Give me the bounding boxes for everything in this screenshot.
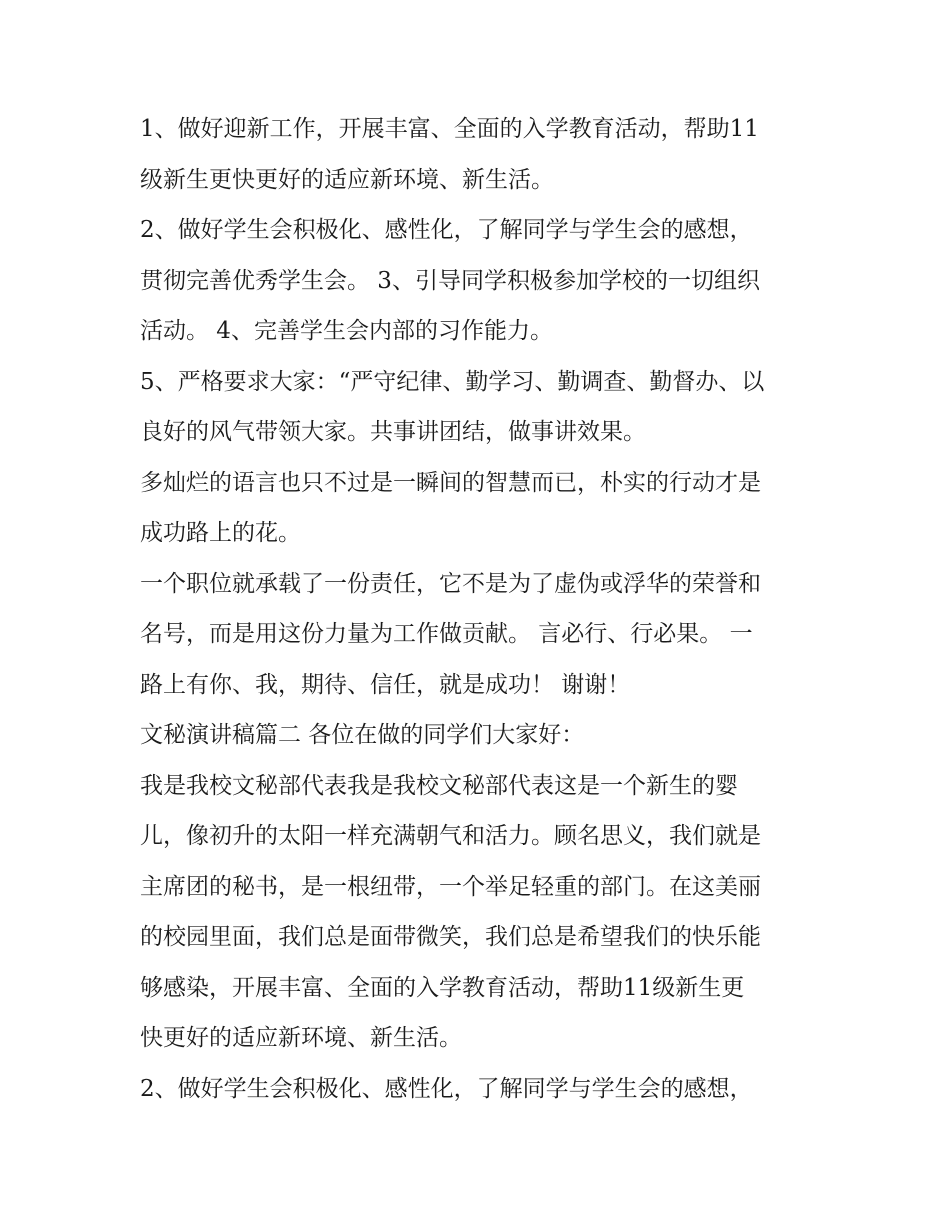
- text-line: 1、做好迎新工作，开展丰富、全面的入学教育活动，帮助11: [140, 116, 759, 142]
- text-line: 一个职位就承载了一份责任，它不是为了虚伪或浮华的荣誉和: [140, 570, 761, 597]
- text-line: 儿，像初升的太阳一样充满朝气和活力。顾名思义，我们就是: [140, 823, 761, 849]
- text-line: 5、严格要求大家：“严守纪律、勤学习、勤调查、勤督办、以: [140, 368, 765, 395]
- text-line: 名号，而是用这份力量为工作做贡献。 言必行、行必果。 一: [140, 621, 753, 647]
- text-line: 活动。 4、完善学生会内部的习作能力。: [140, 318, 553, 344]
- section-heading-line: 文秘演讲稿篇二 各位在做的同学们大家好：: [140, 722, 585, 748]
- text-line: 级新生更快更好的适应新环境、新生活。: [140, 166, 554, 193]
- text-line: 成功路上的花。: [140, 520, 301, 546]
- text-line: 良好的风气带领大家。共事讲团结，做事讲效果。: [140, 419, 646, 445]
- text-line: 我是我校文秘部代表我是我校文秘部代表这是一个新生的婴: [140, 772, 738, 799]
- text-line: 的校园里面，我们总是面带微笑，我们总是希望我们的快乐能: [140, 924, 761, 950]
- text-line: 2、做好学生会积极化、感性化，了解同学与学生会的感想，: [140, 1075, 753, 1102]
- text-line: 多灿烂的语言也只不过是一瞬间的智慧而已，朴实的行动才是: [140, 469, 761, 496]
- text-line: 2、做好学生会积极化、感性化，了解同学与学生会的感想，: [140, 217, 753, 243]
- text-line: 快更好的适应新环境、新生活。: [140, 1025, 462, 1051]
- body-text: [140, 104, 820, 1114]
- text-line: 够感染，开展丰富、全面的入学教育活动，帮助11级新生更: [140, 974, 745, 1001]
- text-line: 主席团的秘书，是一根纽带，一个举足轻重的部门。在这美丽: [140, 873, 761, 900]
- text-line: 贯彻完善优秀学生会。 3、引导同学积极参加学校的一切组织: [140, 267, 760, 294]
- text-line: 路上有你、我，期待、信任，就是成功！ 谢谢！: [140, 671, 631, 698]
